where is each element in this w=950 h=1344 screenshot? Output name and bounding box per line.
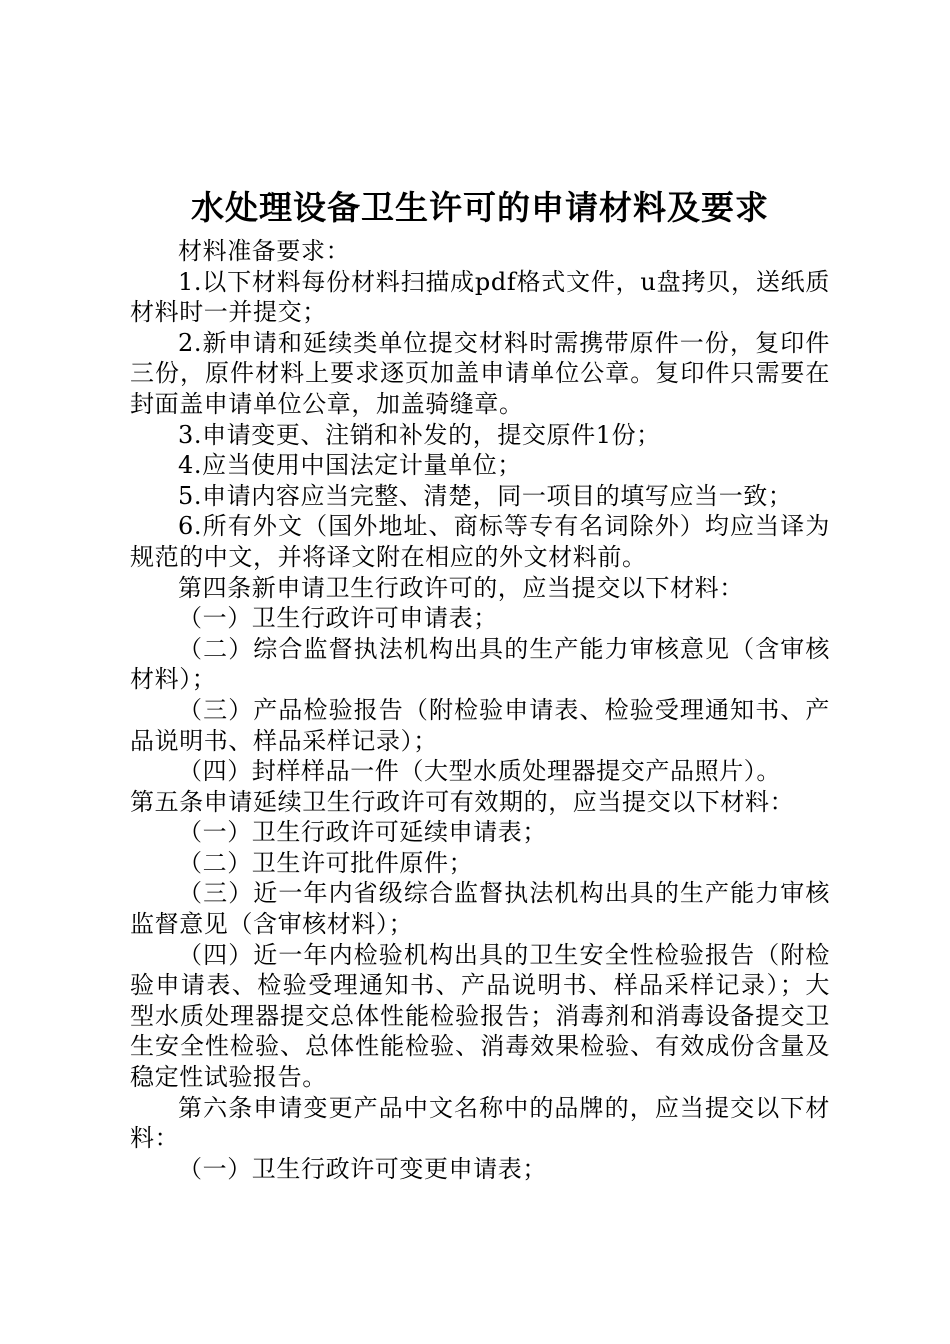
paragraph: （四）封样样品一件（大型水质处理器提交产品照片）。 [178, 757, 781, 786]
document-title: 水处理设备卫生许可的申请材料及要求 [191, 188, 769, 227]
paragraph: （三）产品检验报告（附检验申请表、检验受理通知书、产品说明书、样品采样记录）； [130, 695, 830, 755]
paragraph: 第六条申请变更产品中文名称中的品牌的，应当提交以下材料： [130, 1093, 830, 1153]
paragraph: 6.所有外文（国外地址、商标等专有名词除外）均应当译为规范的中文，并将译文附在相应的外文材料前。 [130, 512, 830, 571]
paragraph: （二）卫生许可批件原件； [178, 848, 474, 877]
paragraph: 第四条新申请卫生行政许可的，应当提交以下材料： [178, 573, 744, 602]
paragraph: 材料准备要求： [178, 237, 351, 265]
paragraph: （一）卫生行政许可延续申请表； [178, 818, 547, 847]
paragraph: （二）综合监督执法机构出具的生产能力审核意见（含审核材料）； [130, 634, 830, 694]
document-page [130, 180, 830, 1184]
paragraph: 2.新申请和延续类单位提交材料时需携带原件一份，复印件三份，原件材料上要求逐页加盖申请单位公章。复印件只需要在封面盖申请单位公章，加盖骑缝章。 [130, 328, 830, 418]
paragraph: （一）卫生行政许可变更申请表； [178, 1154, 547, 1183]
paragraph: 4.应当使用中国法定计量单位； [178, 451, 522, 480]
paragraph: 5.申请内容应当完整、清楚，同一项目的填写应当一致； [178, 481, 793, 510]
paragraph: （四）近一年内检验机构出具的卫生安全性检验报告（附检验申请表、检验受理通知书、产品说明书、样品采样记录）；大型水质处理器提交总体性能检验报告；消毒剂和消毒设备提交卫生安全性检验、总体性能检验、消毒效果检验、有效成份含量及稳定性试验报告。 [130, 940, 830, 1092]
paragraph: 3.申请变更、注销和补发的，提交原件1份； [178, 420, 661, 449]
paragraph: （一）卫生行政许可申请表； [178, 604, 498, 633]
paragraph: 第五条申请延续卫生行政许可有效期的，应当提交以下材料： [130, 787, 795, 816]
paragraph: 1.以下材料每份材料扫描成pdf格式文件，u盘拷贝，送纸质材料时一并提交； [130, 267, 830, 327]
paragraph: （三）近一年内省级综合监督执法机构出具的生产能力审核监督意见（含审核材料）； [130, 879, 830, 939]
